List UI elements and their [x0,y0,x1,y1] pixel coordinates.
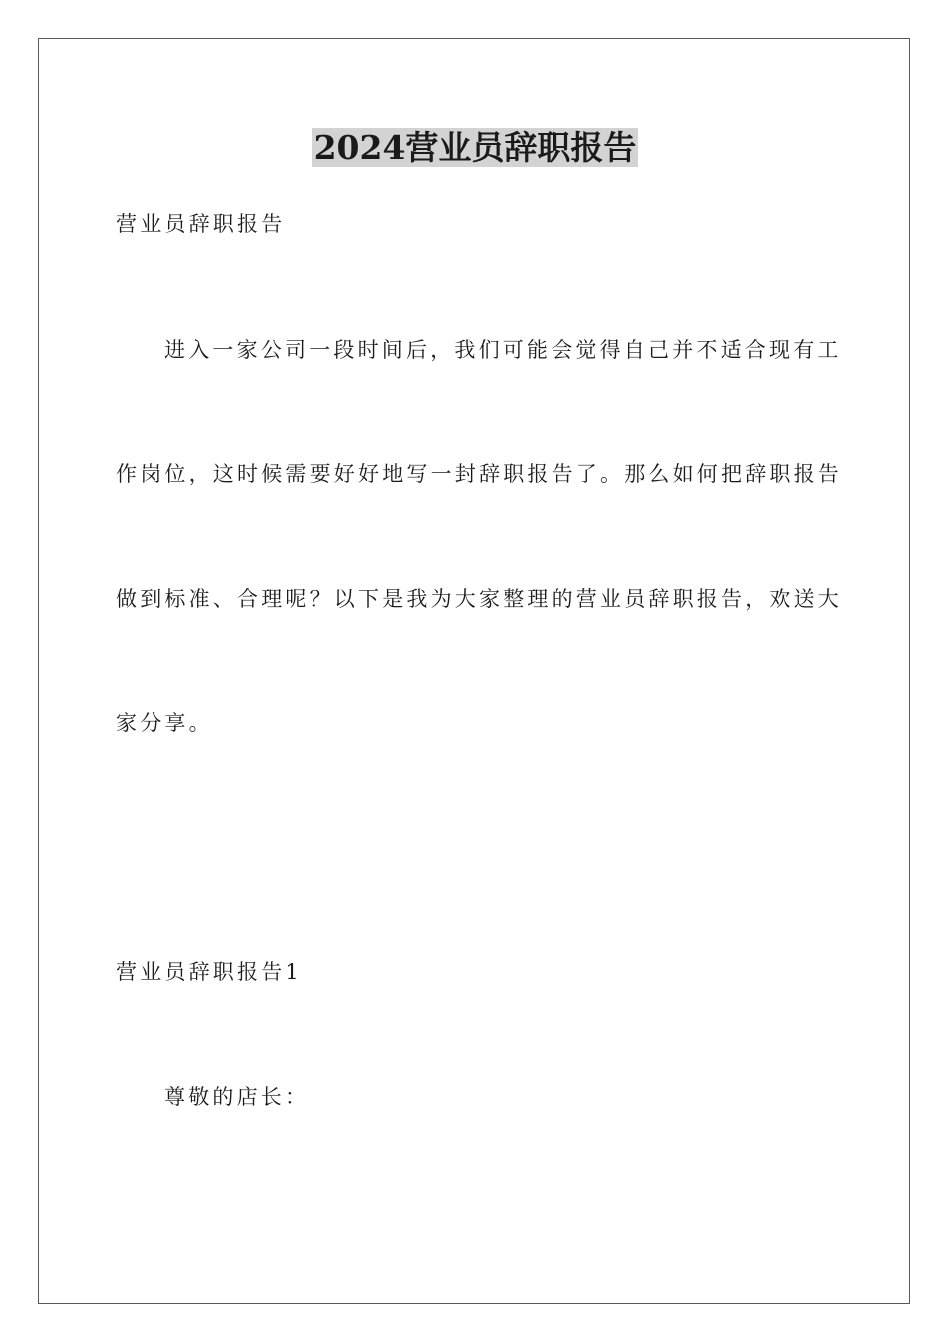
intro-paragraph-line-2: 作岗位，这时候需要好好地写一封辞职报告了。那么如何把辞职报告 [116,462,842,486]
section-heading: 营业员辞职报告1 [116,960,302,984]
intro-paragraph-line-4: 家分享。 [116,711,213,735]
salutation: 尊敬的店长： [164,1085,310,1109]
intro-paragraph-line-3: 做到标准、合理呢？以下是我为大家整理的营业员辞职报告，欢送大 [116,587,842,611]
document-subtitle: 营业员辞职报告 [116,212,286,236]
document-title-text: 2024营业员辞职报告 [313,128,637,167]
intro-paragraph-line-1: 进入一家公司一段时间后，我们可能会觉得自己并不适合现有工 [164,338,842,362]
document-title [0,126,950,170]
